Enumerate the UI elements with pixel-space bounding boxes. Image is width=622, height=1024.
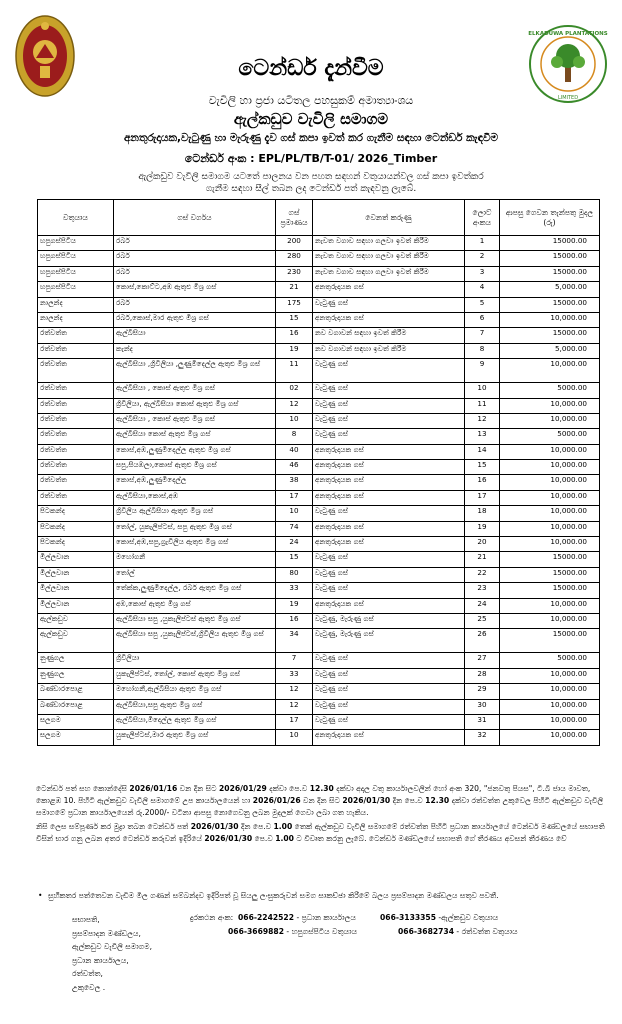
cell-tree-type: ඇල්බීසියා (114, 328, 276, 343)
cell-lot-no: 27 (465, 653, 500, 668)
cell-deposit: 10,000.00 (500, 359, 600, 383)
table-row (38, 598, 600, 613)
cell-remarks: අනතුරුදායක ගස් (313, 444, 465, 459)
cell-remarks: වැටුණු ගස් (313, 583, 465, 598)
cell-quantity: 15 (276, 312, 313, 327)
cell-lot-no: 6 (465, 312, 500, 327)
cell-estate: පිටකන්ද (38, 506, 114, 521)
cell-remarks: අනතුරුදායක ගස් (313, 460, 465, 475)
table-body (38, 236, 600, 746)
cell-estate: රත්වත්ත (38, 444, 114, 459)
cell-tree-type: යුකැලිප්ටස්, තෝල්, කොස් ඇතුළු මිශ්‍ර ගස් (114, 668, 276, 683)
cell-tree-type: ඇල්බීසියා,සපු ඇතුළු මිශ්‍ර ගස් (114, 699, 276, 714)
table-row (38, 429, 600, 444)
table-row (38, 583, 600, 598)
cell-deposit: 5000.00 (500, 653, 600, 668)
cell-deposit: 5,000.00 (500, 282, 600, 297)
cell-lot-no: 15 (465, 460, 500, 475)
cell-deposit: 10,000.00 (500, 714, 600, 729)
cell-estate: සලගම (38, 714, 114, 729)
cell-tree-type: ඇල්බීසියා ,ග්‍රිවිලියා ,ලුණුමිදෙල්ල ඇතුළු මිශ්‍ර ගස් (114, 359, 276, 383)
logo-text: ELKADUWA PLANTATIONS (528, 31, 608, 37)
cell-lot-no: 11 (465, 398, 500, 413)
cell-quantity: 80 (276, 567, 313, 582)
table-row (38, 714, 600, 729)
cell-deposit: 10,000.00 (500, 398, 600, 413)
cell-tree-type: කොස්,කොට්ට,අඹ ඇතුළු මිශ්‍ර ගස් (114, 282, 276, 297)
cell-tree-type: යුකැලිප්ටස්,මාර ඇතුළු මිශ්‍ර ගස් (114, 730, 276, 745)
phone-hapugaspitiya: 066-3669882 - හපුගස්පිටිය වතුයාය (228, 927, 358, 936)
table-row (38, 537, 600, 552)
address-line: රත්වත්ත, (72, 969, 103, 978)
table-row (38, 398, 600, 413)
cell-estate: පිටකන්ද (38, 537, 114, 552)
table-row (38, 684, 600, 699)
cell-lot-no: 29 (465, 684, 500, 699)
cell-tree-type: රබර්,කොස්,මාර ඇතුළු මිශ්‍ර ගස් (114, 312, 276, 327)
cell-quantity: 19 (276, 343, 313, 358)
cell-quantity: 10 (276, 730, 313, 745)
address-line: ඇල්කඩුව වැවිලි සමාගම, (72, 942, 153, 951)
cell-quantity: 16 (276, 328, 313, 343)
cell-tree-type: රබර් (114, 236, 276, 251)
cell-quantity: 10 (276, 506, 313, 521)
cell-tree-type: රබර් (114, 266, 276, 281)
cell-deposit: 10,000.00 (500, 475, 600, 490)
cell-lot-no: 9 (465, 359, 500, 383)
cell-estate: හපුගස්පිටිය (38, 266, 114, 281)
cell-tree-type: ඇල්බීසියා , කොස් ඇතුළු මිශ්‍ර ගස් (114, 413, 276, 428)
cell-remarks: අනතුරුදායක ගස් (313, 312, 465, 327)
header-deposit: ආපසු ගෙවන තැන්පතු මුදල (රු) (500, 200, 600, 236)
cell-lot-no: 24 (465, 598, 500, 613)
cell-estate: රත්වත්ත (38, 398, 114, 413)
cell-remarks: නැවත වගාව සඳහා ගලවා ඉවත් කිරීම (313, 236, 465, 251)
bullet-icon: • (38, 891, 43, 900)
cell-estate: මිල්ලවාන (38, 567, 114, 582)
cell-remarks: නැවත වගාව සඳහා ගලවා ඉවත් කිරීම (313, 251, 465, 266)
cell-lot-no: 7 (465, 328, 500, 343)
table-row (38, 490, 600, 505)
cell-deposit: 15000.00 (500, 567, 600, 582)
cell-deposit: 10,000.00 (500, 521, 600, 536)
cell-estate: රත්වත්ත (38, 429, 114, 444)
cell-deposit: 15000.00 (500, 552, 600, 567)
cell-estate: නාලන්ද (38, 297, 114, 312)
cell-quantity: 16 (276, 613, 313, 628)
cell-quantity: 38 (276, 475, 313, 490)
table-row (38, 266, 600, 281)
table-row (38, 567, 600, 582)
cell-tree-type: ඇල්බීසියා , කොස් ඇතුළු මිශ්‍ර ගස් (114, 383, 276, 398)
table-row (38, 475, 600, 490)
tender-table (37, 199, 600, 746)
cell-remarks: වැටුණු ගස් (313, 668, 465, 683)
cell-estate: සලගම (38, 730, 114, 745)
table-row (38, 312, 600, 327)
phone-rathwatta: 066-3682734 - රත්වත්ත වතුයාය (398, 927, 518, 936)
cell-deposit: 15000.00 (500, 583, 600, 598)
cell-tree-type: ග්‍රිවිලියා, ඇල්බීසියා කොස් ඇතුළු මිශ්‍ර ගස් (114, 398, 276, 413)
cell-estate: රත්වත්ත (38, 383, 114, 398)
page-title: ටෙන්ඩර් දැන්වීම (238, 56, 384, 81)
cell-tree-type: මහෝගනී (114, 552, 276, 567)
cell-remarks: නැවත වගාව සඳහා ගලවා ඉවත් කිරීම (313, 266, 465, 281)
cell-deposit: 10,000.00 (500, 444, 600, 459)
table-row (38, 506, 600, 521)
cell-deposit: 10,000.00 (500, 684, 600, 699)
cell-remarks: අනතුරුදායක ගස් (313, 730, 465, 745)
cell-estate: රත්වත්ත (38, 328, 114, 343)
cell-lot-no: 5 (465, 297, 500, 312)
cell-quantity: 34 (276, 629, 313, 653)
cell-remarks: අනතුරුදායක ගස් (313, 537, 465, 552)
cell-quantity: 33 (276, 668, 313, 683)
table-row (38, 444, 600, 459)
table-row (38, 297, 600, 312)
cell-estate: හපුගස්පිටිය (38, 282, 114, 297)
cell-remarks: අනතුරුදායක ගස් (313, 521, 465, 536)
cell-remarks: අනතුරුදායක ගස් (313, 490, 465, 505)
cell-estate: රත්වත්ත (38, 475, 114, 490)
cell-deposit: 10,000.00 (500, 613, 600, 628)
cell-deposit: 10,000.00 (500, 460, 600, 475)
cell-lot-no: 2 (465, 251, 500, 266)
address-line: උකුවෙල . (72, 982, 106, 992)
cell-quantity: 12 (276, 398, 313, 413)
cell-tree-type: ඇල්බීසියා සපු ,යුකැලිප්ටස් ඇතුළු මිශ්‍ර ගස් (114, 613, 276, 628)
cell-lot-no: 1 (465, 236, 500, 251)
cell-quantity: 10 (276, 413, 313, 428)
cell-quantity: 175 (276, 297, 313, 312)
cell-estate: මිල්ලවාන (38, 598, 114, 613)
cell-deposit: 10,000.00 (500, 413, 600, 428)
cell-lot-no: 12 (465, 413, 500, 428)
cell-deposit: 15000.00 (500, 297, 600, 312)
cell-lot-no: 4 (465, 282, 500, 297)
cell-quantity: 24 (276, 537, 313, 552)
cell-lot-no: 14 (465, 444, 500, 459)
cell-deposit: 10,000.00 (500, 598, 600, 613)
cell-lot-no: 32 (465, 730, 500, 745)
cell-estate: බණ්ඩාරපොළ (38, 699, 114, 714)
tender-subject: අනතුරුදායක,වැටුණු හා මැරුණු දැව ගස් කපා ඉවත් කර ගැනීම සඳහා ටෙන්ඩර් කැඳවීම (123, 132, 499, 144)
cell-remarks: වැටුණු ගස් (313, 359, 465, 383)
cell-remarks: වැටුණු, මැරුණු ගස් (313, 629, 465, 653)
cell-remarks: වැටුණු ගස් (313, 699, 465, 714)
cell-tree-type: ග්‍රිවිලියා (114, 653, 276, 668)
cell-deposit: 10,000.00 (500, 699, 600, 714)
cell-estate: රත්වත්ත (38, 413, 114, 428)
cell-lot-no: 13 (465, 429, 500, 444)
cell-remarks: වැටුණු ගස් (313, 398, 465, 413)
tender-number: ටෙන්ඩර් අංක : EPL/PL/TB/T-01/ 2026_Timber (184, 152, 438, 165)
cell-lot-no: 31 (465, 714, 500, 729)
cell-quantity: 17 (276, 490, 313, 505)
cell-quantity: 40 (276, 444, 313, 459)
address-line: ප්‍රසම්පාදන මණ්ඩලය, (72, 928, 141, 938)
cell-deposit: 10,000.00 (500, 537, 600, 552)
cell-tree-type: රබර් (114, 251, 276, 266)
phone-head-office: දුරකථන අංක: 066-2242522 - ප්‍රධාන කාර්යාලය (190, 913, 356, 922)
cell-tree-type: ඇල්බීසියා සපු ,යුකැලිප්ටස්,ග්‍රිවිලිය ඇතුළු මිශ්‍ර ගස් (114, 629, 276, 653)
table-row (38, 521, 600, 536)
cell-deposit: 10,000.00 (500, 668, 600, 683)
cell-deposit: 10,000.00 (500, 506, 600, 521)
table-header-row (38, 200, 600, 236)
notes-paragraph-1: ටෙන්ඩර් පත් සහ කොන්දේසි 2026/01/16 වන දින සිට 2026/01/29 දක්වා පෙ.ව 12.30 දක්වා අදාල වතු කාර්යාලවලින් හෝ අංක 320, "ජනවතු පියස", ටී.බී ජාය මාවත, කොළඹ 10. පිහිටි ඇල්කඩුව වැවිලි සමාගමේ උප කාර්යාලයෙන් හා 2026/01/26 වන දින සිට 2026/01/30 දින පෙ.ව 12.30 දක්වා රත්වත්ත උකුවෙල පිහිටි ඇල්කඩුව වැවිලි සමාගමේ ප්‍රධාන කාර්යාලයෙන් රු.2000/- වටිනා ආපසු නොගෙවනු ලබන මුදලක් ගෙවා ලබා ගත හැකිය. (36, 784, 604, 817)
cell-quantity: 21 (276, 282, 313, 297)
cell-remarks: අනතුරුදායක ගස් (313, 475, 465, 490)
cell-estate: නාලන්ද (38, 312, 114, 327)
notes-bullet: • සුහීකතර පත්තෙවන වැඩිම මිල ගණන් සම්බන්දව ඉදිරිපත් වූ සියලු ලංසුකරුවන් සමග සාකච්ඡා කිරීමේ බලය ප්‍රසම්පාදන මණ්ඩලය සතුව පවතී. (38, 891, 499, 900)
cell-estate: නුණුගල (38, 668, 114, 683)
header-lot-no: ලොට් අංකය (465, 200, 500, 236)
table-row (38, 236, 600, 251)
cell-deposit: 10,000.00 (500, 312, 600, 327)
cell-deposit: 5,000.00 (500, 343, 600, 358)
cell-remarks: වැටුණු ගස් (313, 383, 465, 398)
header-remarks: වෙනත් කරුණු (313, 200, 465, 236)
contact-address (72, 913, 602, 994)
cell-quantity: 46 (276, 460, 313, 475)
cell-deposit: 15000.00 (500, 236, 600, 251)
cell-remarks: නව වගාවන් සඳහා ඉවත් කිරීම (313, 328, 465, 343)
table-row (38, 359, 600, 383)
cell-quantity: 12 (276, 684, 313, 699)
cell-quantity: 7 (276, 653, 313, 668)
phone-elkaduwa: 066-3133355 -ඇල්කඩුව වතුයාය (380, 913, 499, 922)
cell-estate: හපුගස්පිටිය (38, 251, 114, 266)
header-quantity: ගස් ප්‍රමාණය (276, 200, 313, 236)
table-row (38, 383, 600, 398)
cell-remarks: වැටුණු ගස් (313, 653, 465, 668)
intro-line-2: ගැනීම සඳහා සීල් තබන ලද ටෙන්ඩර් පත් කැඳවනු ලැබේ. (205, 184, 417, 194)
cell-deposit: 10,000.00 (500, 730, 600, 745)
company-name: ඇල්කඩුව වැවිලි සමාගම (233, 110, 389, 128)
cell-remarks: නව වගාවන් සඳහා ඉවත් කිරීම (313, 343, 465, 358)
cell-estate: ඇල්කඩුව (38, 629, 114, 653)
cell-tree-type: ඇල්බීසියා කොස් ඇතුළු මිශ්‍ර ගස් (114, 429, 276, 444)
cell-tree-type: රබර් (114, 297, 276, 312)
cell-tree-type: ඇල්බීසියා,කොස්,අඹ (114, 490, 276, 505)
cell-quantity: 19 (276, 598, 313, 613)
cell-estate: රත්වත්ත (38, 490, 114, 505)
cell-estate: රත්වත්ත (38, 343, 114, 358)
table-row (38, 552, 600, 567)
table-row (38, 653, 600, 668)
cell-lot-no: 28 (465, 668, 500, 683)
table-row (38, 328, 600, 343)
cell-remarks: අනතුරුදායක ගස් (313, 282, 465, 297)
cell-tree-type: ග්‍රිවිලිය ඇල්බීසියා ඇතුළු මිශ්‍ර ගස් (114, 506, 276, 521)
cell-remarks: වැටුණු ගස් (313, 429, 465, 444)
header-estate: වතුයාය (38, 200, 114, 236)
cell-remarks: අනතුරුදායක ගස් (313, 598, 465, 613)
cell-tree-type: ඇල්බීසියා,මිදෙල්ල ඇතුළු මිශ්‍ර ගස් (114, 714, 276, 729)
cell-lot-no: 8 (465, 343, 500, 358)
cell-estate: මිල්ලවාන (38, 583, 114, 598)
cell-lot-no: 17 (465, 490, 500, 505)
cell-tree-type: කොස්,අඹ,සපු,ග්‍රැවිලිය ඇතුළු මිශ්‍ර ගස් (114, 537, 276, 552)
logo-subtext: LIMITED (557, 95, 579, 101)
cell-tree-type: මහෝගනී,ඇල්බීසියා ඇතුළු මිශ්‍ර ගස් (114, 684, 276, 699)
cell-tree-type: කැන්ද (114, 343, 276, 358)
cell-lot-no: 3 (465, 266, 500, 281)
address-line: ප්‍රධාන කාර්යාලය, (72, 955, 129, 965)
table-row (38, 613, 600, 628)
cell-lot-no: 25 (465, 613, 500, 628)
cell-remarks: වැටුණු ගස් (313, 684, 465, 699)
cell-remarks: වැටුණු ගස් (313, 506, 465, 521)
table-row (38, 251, 600, 266)
cell-remarks: වැටුණු ගස් (313, 714, 465, 729)
notes-section (36, 783, 606, 847)
cell-deposit: 5000.00 (500, 383, 600, 398)
cell-tree-type: සපු,සියඹලා,කොස් ඇතුළු මිශ්‍ර ගස් (114, 460, 276, 475)
cell-estate: මිල්ලවාන (38, 552, 114, 567)
cell-quantity: 12 (276, 699, 313, 714)
cell-quantity: 33 (276, 583, 313, 598)
ministry-name: වැවිලි හා ප්‍රජා යටිතල පහසුකම් අමාත්‍යාංශය (208, 94, 414, 107)
cell-estate: නුණුගල (38, 653, 114, 668)
cell-estate: හපුගස්පිටිය (38, 236, 114, 251)
table-row (38, 668, 600, 683)
cell-lot-no: 21 (465, 552, 500, 567)
cell-remarks: වැටුණු ගස් (313, 297, 465, 312)
cell-tree-type: තෝල්, යුකැලිප්ටස්, සපු ඇතුළු මිශ්‍ර ගස් (114, 521, 276, 536)
cell-remarks: වැටුණු ගස් (313, 567, 465, 582)
cell-quantity: 230 (276, 266, 313, 281)
intro-line-1: ඇල්කඩුව වැවිලි සමාගම යටතේ පාලනය වන පහත සඳහන් වතුයායන්වල ගස් කපා ඉවත්කර (138, 172, 484, 182)
cell-quantity: 15 (276, 552, 313, 567)
cell-estate: බණ්ඩාරපොළ (38, 684, 114, 699)
cell-tree-type: කොස්,අඹ,ලුණුමිදෙල්ල ඇතුළු මිශ්‍ර ගස් (114, 444, 276, 459)
cell-deposit: 10,000.00 (500, 490, 600, 505)
table-row (38, 343, 600, 358)
cell-lot-no: 30 (465, 699, 500, 714)
cell-quantity: 8 (276, 429, 313, 444)
cell-remarks: වැටුණු ගස් (313, 413, 465, 428)
table-row (38, 629, 600, 653)
cell-lot-no: 19 (465, 521, 500, 536)
cell-estate: රත්වත්ත (38, 460, 114, 475)
cell-quantity: 11 (276, 359, 313, 383)
header-tree-type: ගස් වර්ගය (114, 200, 276, 236)
cell-quantity: 74 (276, 521, 313, 536)
cell-deposit: 15000.00 (500, 328, 600, 343)
cell-lot-no: 10 (465, 383, 500, 398)
cell-quantity: 280 (276, 251, 313, 266)
cell-estate: රත්වත්ත (38, 359, 114, 383)
table-row (38, 282, 600, 297)
cell-quantity: 02 (276, 383, 313, 398)
notes-paragraph-2: නිසි ලෙස සම්පූර්ණ කර මුද්‍රා තබන ටෙන්ඩර් පත් 2026/01/30 දින පෙ.ව 1.00 තෙක් ඇල්කඩුව වැවිලි සමාගමේ රත්වත්ත පිහිටි ප්‍රධාන කාර්යාලයේ ටෙන්ඩර් මණ්ඩලයේ සභාපති විසින් භාර ගනු ලබන අතර ටෙන්ඩර් කරුවන් ඉදිරියේ 2026/01/30 පෙ.ව 1.00 ට විවෘත කරනු ලැබේ. ටෙන්ඩර් මණ්ඩලයේ සභාපති ගේ තීරණය අවසන් තීරණය වේ (36, 822, 605, 843)
table-row (38, 730, 600, 745)
cell-tree-type: අඹ,කොස් ඇතුළු මිශ්‍ර ගස් (114, 598, 276, 613)
cell-lot-no: 20 (465, 537, 500, 552)
table-row (38, 699, 600, 714)
cell-remarks: වැටුණු ගස් (313, 552, 465, 567)
cell-remarks: වැටුණු, මැරුණු ගස් (313, 613, 465, 628)
cell-lot-no: 22 (465, 567, 500, 582)
table-row (38, 413, 600, 428)
table-row (38, 460, 600, 475)
cell-quantity: 17 (276, 714, 313, 729)
cell-quantity: 200 (276, 236, 313, 251)
cell-lot-no: 16 (465, 475, 500, 490)
cell-tree-type: තෝල් (114, 567, 276, 582)
cell-lot-no: 18 (465, 506, 500, 521)
cell-lot-no: 26 (465, 629, 500, 653)
cell-deposit: 15000.00 (500, 266, 600, 281)
cell-estate: ඇල්කඩුව (38, 613, 114, 628)
address-line: සභාපති, (72, 915, 100, 924)
cell-deposit: 15000.00 (500, 251, 600, 266)
cell-estate: පිටකන්ද (38, 521, 114, 536)
cell-tree-type: තේක්ක,ලුණුමිදෙල්ල, රබර් ඇතුළු මිශ්‍ර ගස් (114, 583, 276, 598)
cell-lot-no: 23 (465, 583, 500, 598)
cell-tree-type: කොස්,අඹ,ලුණුමිදෙල්ල (114, 475, 276, 490)
cell-deposit: 5000.00 (500, 429, 600, 444)
cell-deposit: 15000.00 (500, 629, 600, 653)
